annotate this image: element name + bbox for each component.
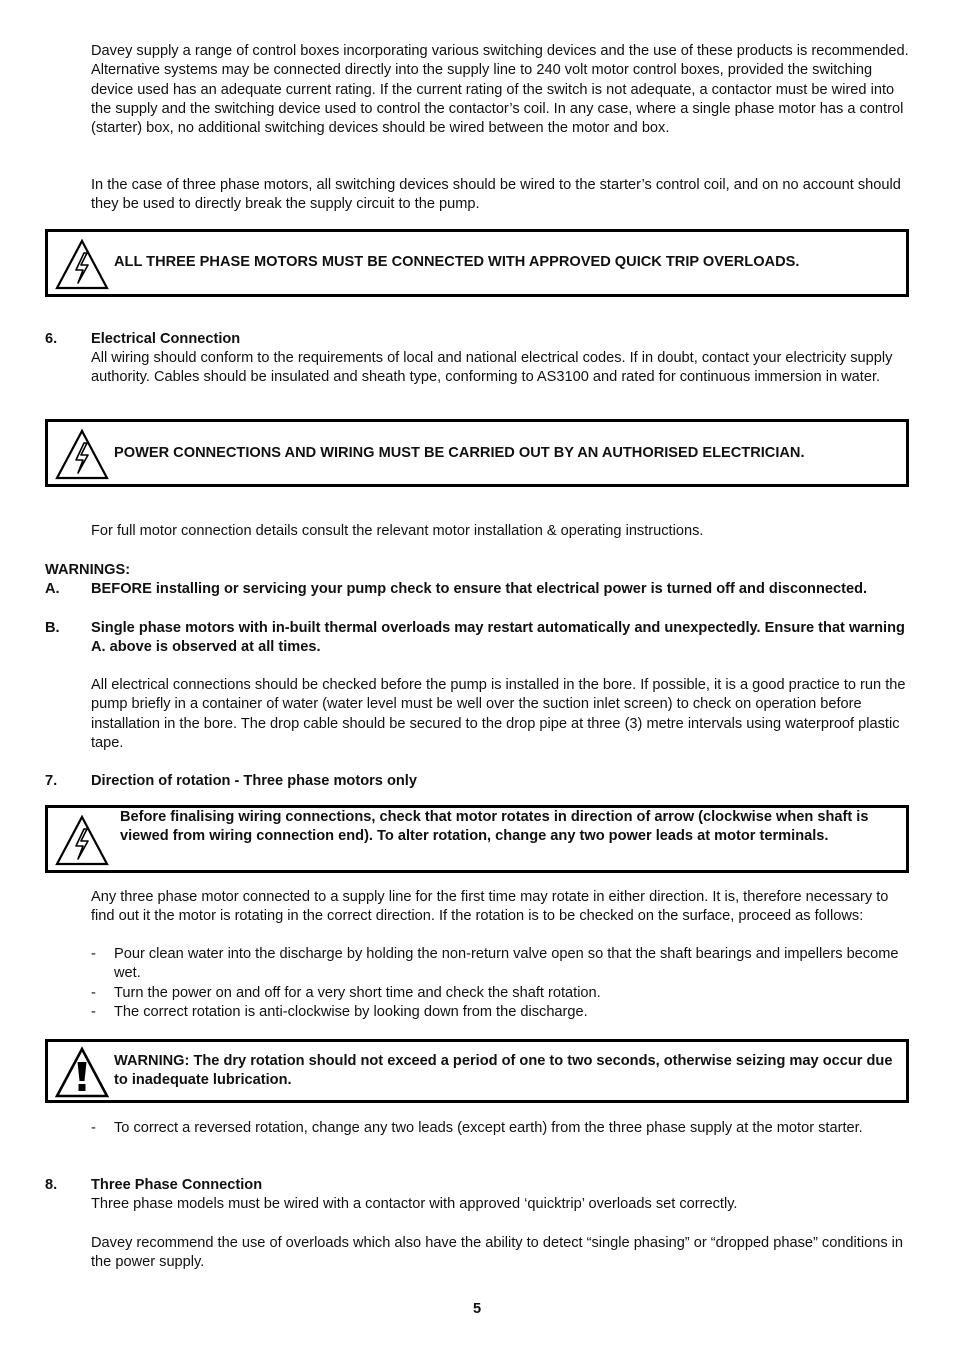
notice-text: WARNING: The dry rotation should not exceed a period of one to two seconds, otherwise seizing may occur due to inadequate lubrication. xyxy=(114,1053,893,1089)
section-6-body: All wiring should conform to the requirements of local and national electrical codes. If in doubt, contact your electricity supply authority. Cables should be insulated and sheath type, conforming to AS3100 and rated for continuous immersion in water. xyxy=(91,350,893,386)
notice-authorised-electrician xyxy=(45,419,909,487)
notice-three-phase-overloads xyxy=(45,229,909,297)
notice-dry-rotation xyxy=(45,1039,909,1103)
motor-details-note: For full motor connection details consult the relevant motor installation & operating instructions. xyxy=(91,523,704,539)
warning-b-text: Single phase motors with in-built thermal overloads may restart automatically and unexpectedly. Ensure that warning A. above is observed at all times. xyxy=(91,620,905,656)
section-6-title: Electrical Connection xyxy=(91,331,241,347)
electrical-checks-paragraph: All electrical connections should be checked before the pump is installed in the bore. If possible, it is a good practice to run the pump briefly in a container of water (water level must be well over the suction inlet screen) to check on operation before installation in the bore. The drop cable should be secured to the drop pipe at three (3) metre intervals using waterproof plastic tape. xyxy=(91,677,906,751)
section-7-title: Direction of rotation - Three phase motors only xyxy=(91,773,417,789)
electrical-hazard-icon xyxy=(54,813,110,873)
warning-a-text: BEFORE installing or servicing your pump check to ensure that electrical power is turned off and disconnected. xyxy=(91,581,868,597)
notice-text: Before finalising wiring connections, check that motor rotates in direction of arrow (clockwise when shaft is viewed from wiring connection end). To alter rotation, change any two power leads at motor terminals. xyxy=(120,809,869,845)
notice-rotation-check xyxy=(45,805,909,873)
section-6-number: 6. xyxy=(45,331,58,347)
warning-exclamation-icon xyxy=(54,1045,110,1105)
section-8-recommendation: Davey recommend the use of overloads which also have the ability to detect “single phasing” or “dropped phase” conditions in the power supply. xyxy=(91,1235,904,1271)
section-8-number: 8. xyxy=(45,1177,58,1193)
list-bullet: - xyxy=(91,946,96,962)
warning-b-label: B. xyxy=(45,620,60,636)
notice-text: ALL THREE PHASE MOTORS MUST BE CONNECTED WITH APPROVED QUICK TRIP OVERLOADS. xyxy=(114,254,800,270)
electrical-hazard-icon xyxy=(54,427,110,487)
section-8-body: Three phase models must be wired with a contactor with approved ‘quicktrip’ overloads set correctly. xyxy=(91,1196,738,1212)
warnings-heading: WARNINGS: xyxy=(45,562,131,578)
page-number: 5 xyxy=(472,1301,482,1317)
section-7-number: 7. xyxy=(45,773,58,789)
list-bullet: - xyxy=(91,1120,96,1136)
intro-paragraph-1: Davey supply a range of control boxes incorporating various switching devices and the use of these products is recommended. Alternative systems may be connected directly into the supply line to 240 volt motor control boxes, provided the switching device used has an adequate current rating. If the current rating of the switch is not adequate, a contactor must be wired into the supply and the switching device used to control the contactor’s coil. In any case, where a single phase motor has a control (starter) box, no additional switching devices should be wired between the motor and box. xyxy=(91,43,909,137)
list-item: The correct rotation is anti-clockwise by looking down from the discharge. xyxy=(114,1004,588,1020)
section-8-title: Three Phase Connection xyxy=(91,1177,263,1193)
electrical-hazard-icon xyxy=(54,237,110,297)
notice-text: POWER CONNECTIONS AND WIRING MUST BE CARRIED OUT BY AN AUTHORISED ELECTRICIAN. xyxy=(114,445,805,461)
list-bullet: - xyxy=(91,1004,96,1020)
warning-a-label: A. xyxy=(45,581,60,597)
list-item: Pour clean water into the discharge by holding the non-return valve open so that the shaft bearings and impellers become wet. xyxy=(114,946,899,982)
intro-paragraph-2: In the case of three phase motors, all switching devices should be wired to the starter’s control coil, and on no account should they be used to directly break the supply circuit to the pump. xyxy=(91,177,901,213)
list-item: To correct a reversed rotation, change any two leads (except earth) from the three phase supply at the motor starter. xyxy=(114,1120,863,1136)
section-7-body: Any three phase motor connected to a supply line for the first time may rotate in either direction. It is, therefore necessary to find out it the motor is rotating in the correct direction. If the rotation is to be checked on the surface, proceed as follows: xyxy=(91,889,889,925)
list-bullet: - xyxy=(91,985,96,1001)
list-item: Turn the power on and off for a very short time and check the shaft rotation. xyxy=(114,985,601,1001)
